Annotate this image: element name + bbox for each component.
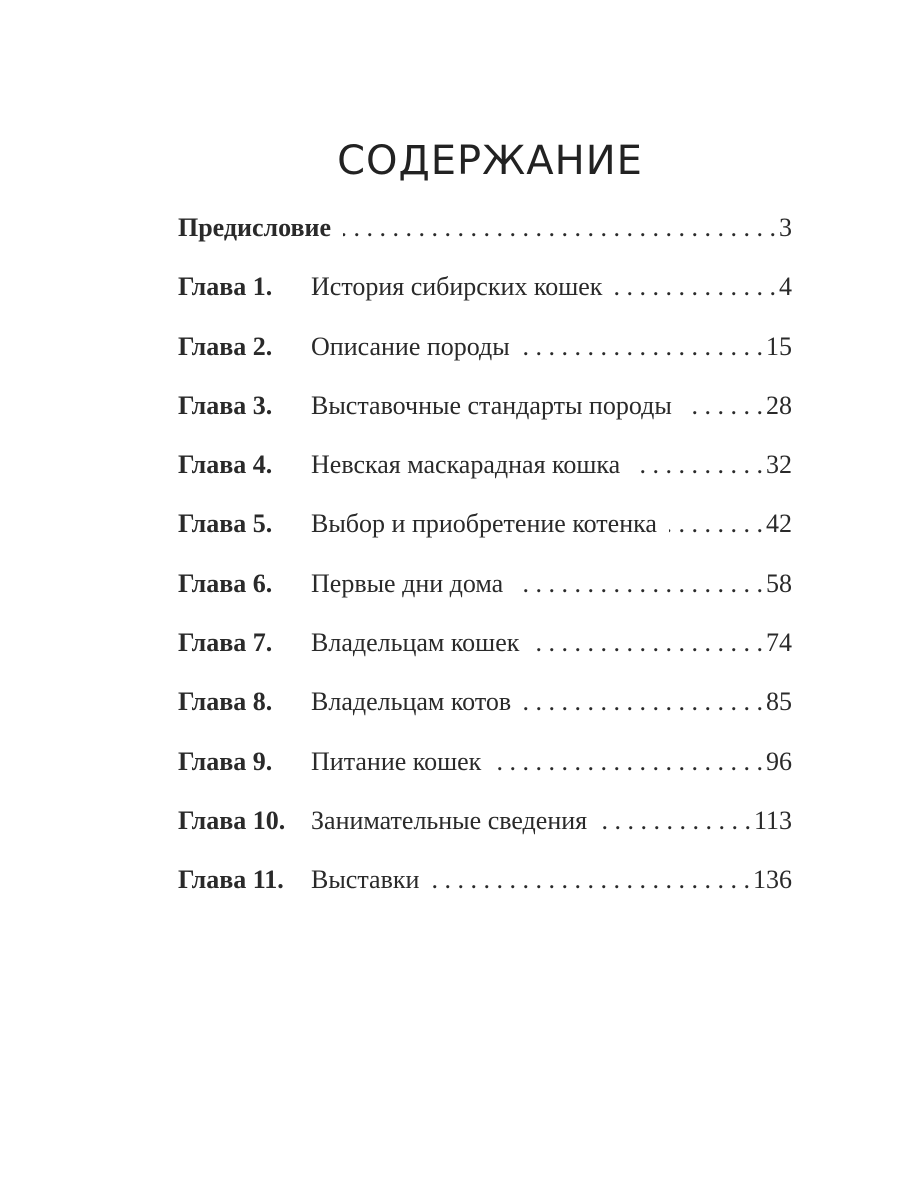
dot-leader <box>515 562 763 606</box>
toc-row <box>178 621 792 680</box>
dot-leader <box>614 265 776 309</box>
page-number: 3 <box>779 213 792 242</box>
dot-leader <box>669 502 763 546</box>
dot-leader <box>343 206 776 250</box>
toc-row <box>178 325 792 384</box>
toc-row <box>178 443 792 502</box>
dot-leader <box>522 325 763 369</box>
chapter-label: Глава 3. <box>178 390 273 420</box>
chapter-title: История сибирских кошек <box>311 272 603 302</box>
dot-leader <box>493 740 763 784</box>
toc-row <box>178 799 792 858</box>
chapter-label: Глава 4. <box>178 450 273 480</box>
chapter-label: Глава 10. <box>178 805 286 835</box>
chapter-label: Глава 9. <box>178 746 273 776</box>
chapter-title: Первые дни дома <box>311 568 504 598</box>
page-number: 32 <box>766 450 792 480</box>
dot-leader <box>599 799 751 843</box>
page-number: 42 <box>766 509 792 539</box>
table-of-contents <box>178 206 792 918</box>
page-number: 4 <box>779 272 792 302</box>
page-number: 28 <box>766 390 792 420</box>
page-number: 85 <box>766 687 792 717</box>
page-number: 136 <box>753 865 792 895</box>
chapter-title: Выставки <box>311 865 420 895</box>
page-number: 74 <box>766 628 792 658</box>
toc-row <box>178 858 792 917</box>
toc-row <box>178 562 792 621</box>
chapter-title: Выставочные стандарты породы <box>311 390 672 420</box>
chapter-label: Глава 6. <box>178 568 273 598</box>
toc-row <box>178 680 792 739</box>
preface-label: Предисловие <box>178 213 332 242</box>
chapter-title: Описание породы <box>311 331 510 361</box>
dot-leader <box>523 680 763 724</box>
page-number: 58 <box>766 568 792 598</box>
chapter-title: Питание кошек <box>311 746 482 776</box>
page-number: 113 <box>753 805 792 835</box>
dot-leader <box>531 621 763 665</box>
chapter-label: Глава 1. <box>178 272 273 302</box>
chapter-label: Глава 8. <box>178 687 273 717</box>
page-number: 15 <box>766 331 792 361</box>
dot-leader <box>632 443 763 487</box>
chapter-label: Глава 7. <box>178 628 273 658</box>
chapter-title: Невская маскарадная кошка <box>311 450 621 480</box>
chapter-label: Глава 11. <box>178 865 284 895</box>
toc-row-preface <box>178 206 792 265</box>
toc-row <box>178 502 792 561</box>
chapter-title: Выбор и приобретение котенка <box>311 509 657 539</box>
toc-row <box>178 265 792 324</box>
toc-row <box>178 740 792 799</box>
dot-leader <box>684 384 763 428</box>
page-title: СОДЕРЖАНИЕ <box>337 138 643 184</box>
chapter-label: Глава 2. <box>178 331 273 361</box>
toc-row <box>178 384 792 443</box>
chapter-label: Глава 5. <box>178 509 273 539</box>
chapter-title: Занимательные сведения <box>311 805 588 835</box>
dot-leader <box>431 858 750 902</box>
chapter-title: Владельцам кошек <box>311 628 520 658</box>
chapter-title: Владельцам котов <box>311 687 512 717</box>
page-number: 96 <box>766 746 792 776</box>
